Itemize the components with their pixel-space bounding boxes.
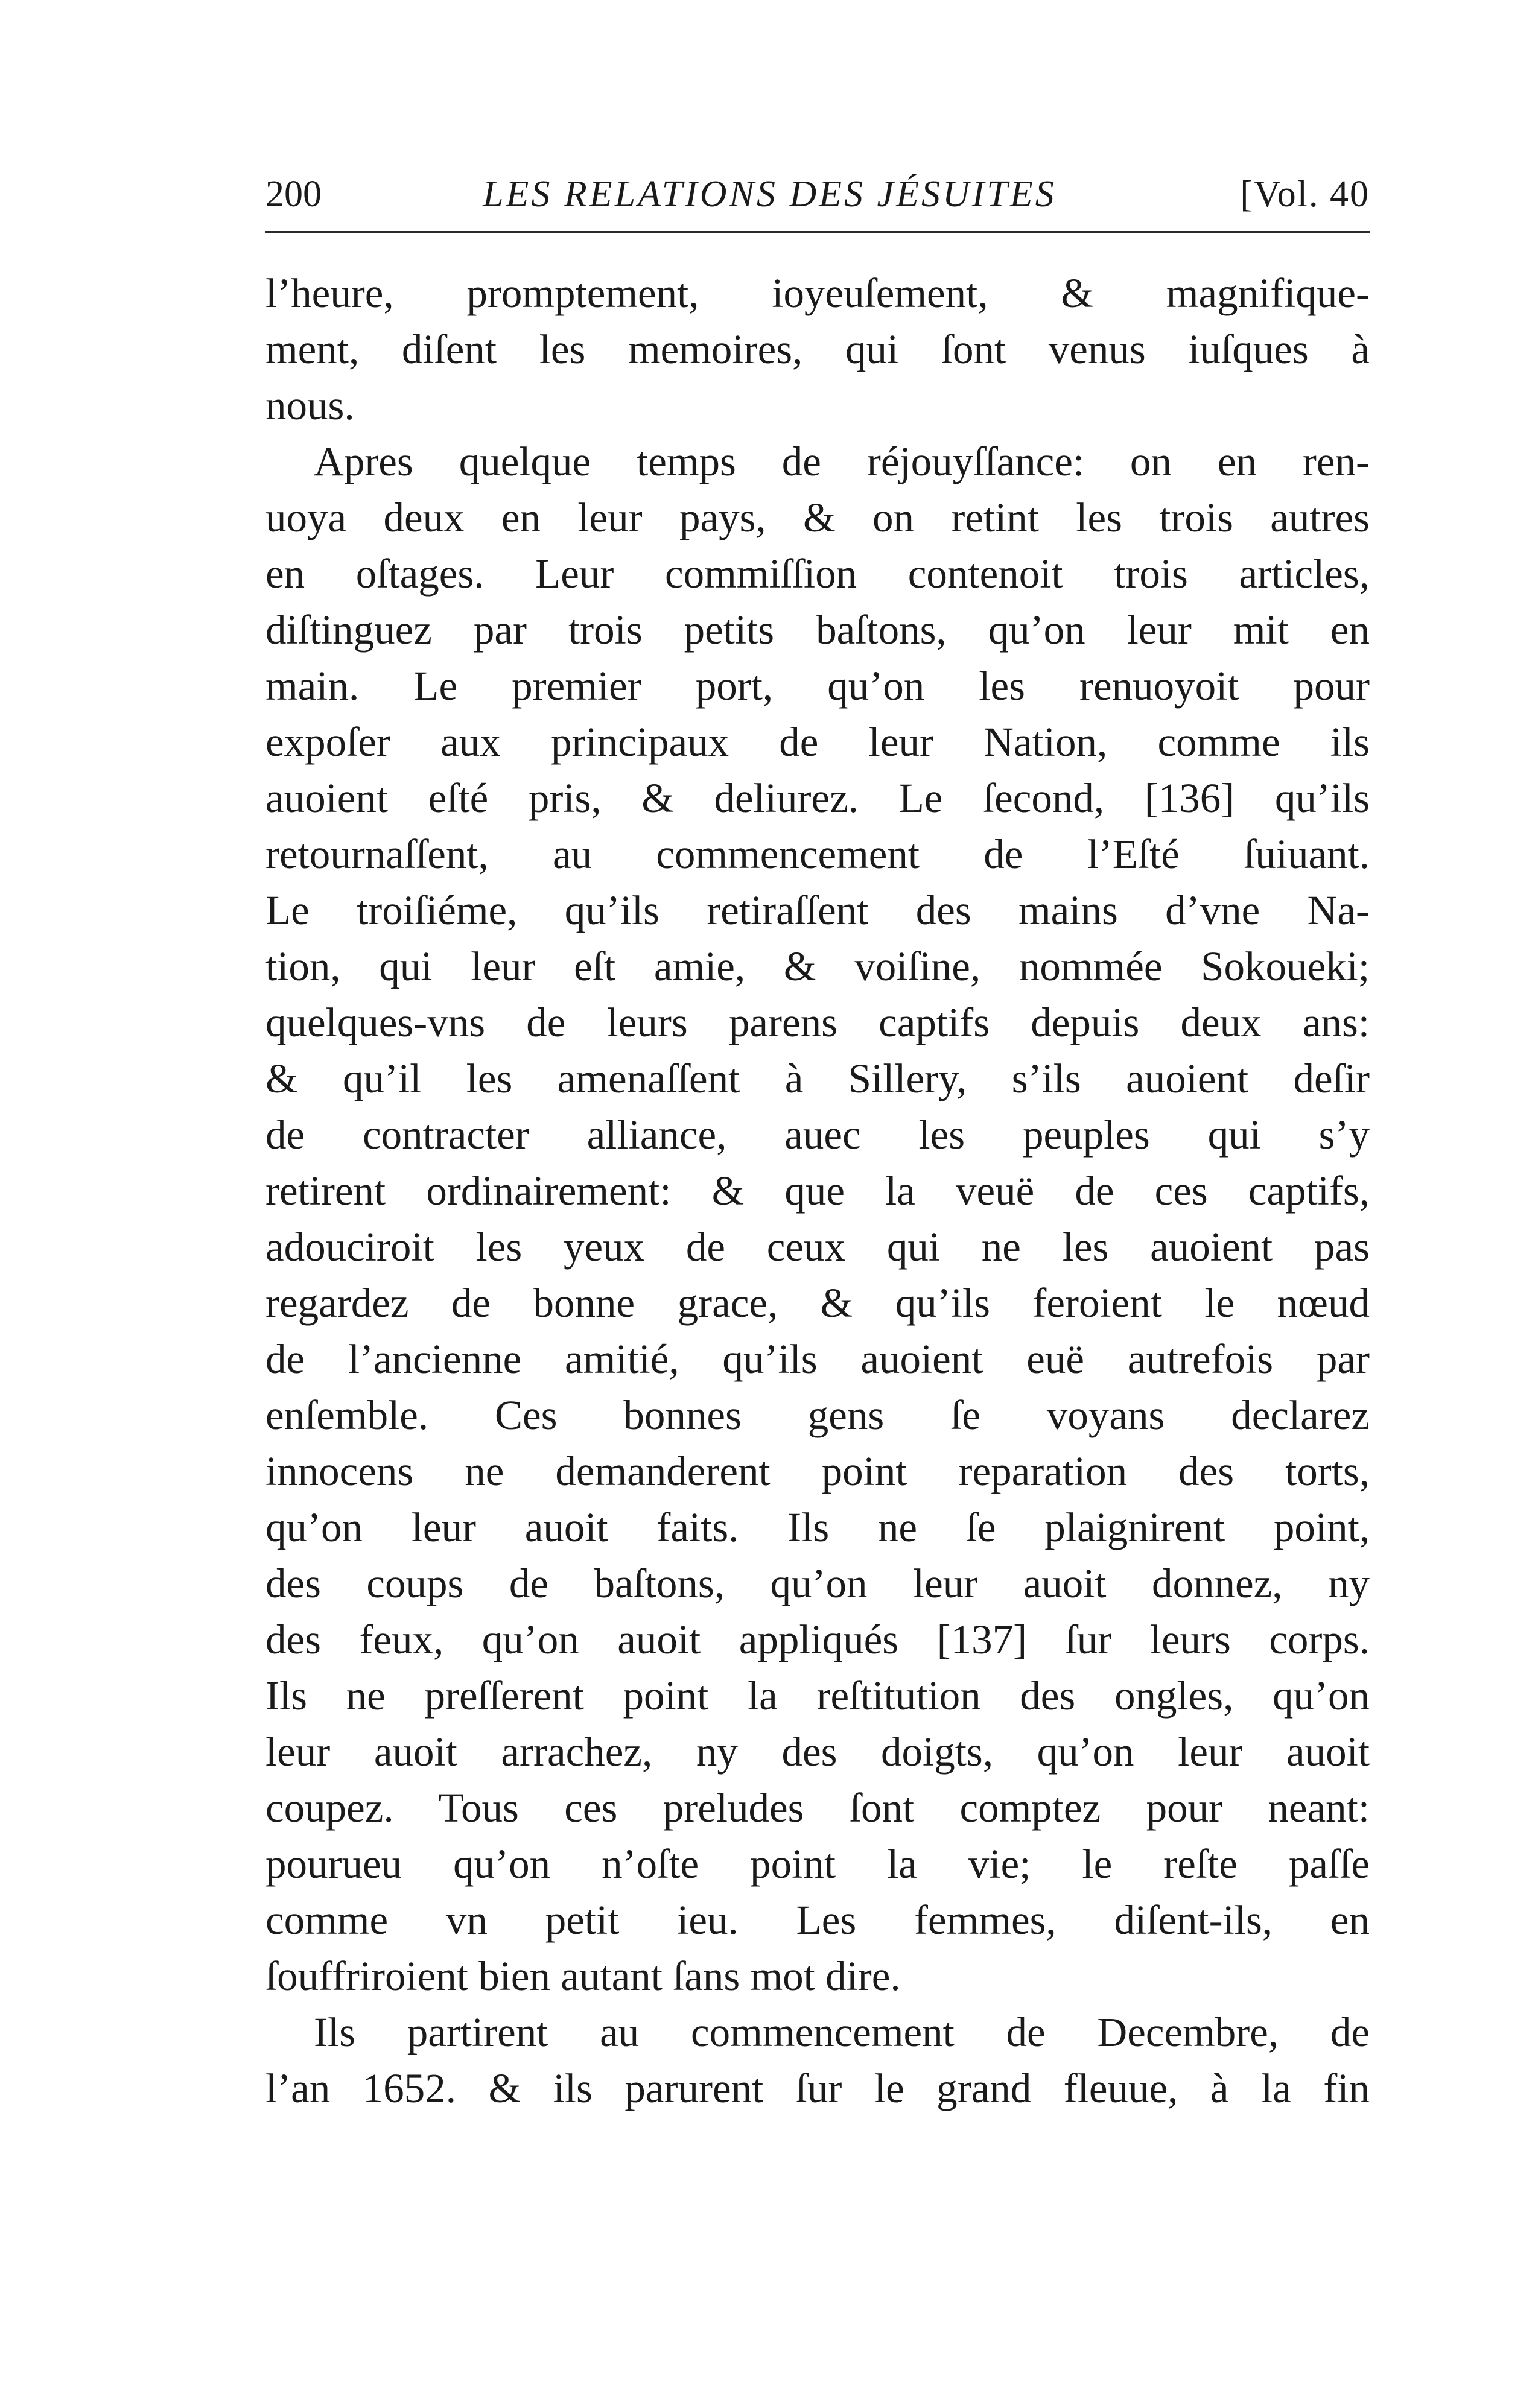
text-line: Ils partirent au commencement de Decembre, de — [314, 2009, 1370, 2055]
text-line: quelques-vns de leurs parens captifs depuis deux ans: — [265, 1000, 1370, 1045]
text-line: uoya deux en leur pays, & on retint les trois autres — [265, 495, 1370, 540]
running-header — [265, 170, 1370, 218]
body-text — [265, 265, 1370, 2117]
text-line: nous. — [265, 382, 355, 428]
text-line: des coups de baſtons, qu’on leur auoit donnez, ny — [265, 1560, 1370, 1606]
text-line: tion, qui leur eſt amie, & voiſine, nommée Sokoueki; — [265, 943, 1370, 989]
page-number: 200 — [265, 174, 322, 215]
text-line: expoſer aux principaux de leur Nation, comme ils — [265, 719, 1370, 765]
text-line: & qu’il les amenaſſent à Sillery, s’ils auoient deſir — [265, 1056, 1370, 1101]
text-line: qu’on leur auoit faits. Ils ne ſe plaignirent point, — [265, 1504, 1370, 1550]
text-line: Le troiſiéme, qu’ils retiraſſent des mains d’vne Na- — [265, 887, 1370, 933]
text-line: auoient eſté pris, & deliurez. Le ſecond, [136] qu’ils — [265, 775, 1370, 821]
text-line: leur auoit arrachez, ny des doigts, qu’on leur auoit — [265, 1729, 1370, 1775]
text-line: retirent ordinairement: & que la veuë de ces captifs, — [265, 1168, 1370, 1214]
running-title: LES RELATIONS DES JÉSUITES — [483, 174, 1057, 215]
text-line: retournaſſent, au commencement de l’Eſté ſuiuant. — [265, 831, 1370, 877]
text-line: enſemble. Ces bonnes gens ſe voyans declarez — [265, 1392, 1370, 1438]
volume-label: [Vol. 40 — [1240, 174, 1370, 215]
text-line: adouciroit les yeux de ceux qui ne les auoient pas — [265, 1224, 1370, 1270]
text-line: pourueu qu’on n’oſte point la vie; le reſte paſſe — [265, 1841, 1370, 1887]
text-line: diſtinguez par trois petits baſtons, qu’on leur mit en — [265, 607, 1370, 653]
text-line: de contracter alliance, auec les peuples qui s’y — [265, 1112, 1370, 1158]
text-line: l’heure, promptement, ioyeuſement, & magnifique- — [265, 270, 1370, 316]
header-rule — [265, 231, 1370, 233]
text-line: Apres quelque temps de réjouyſſance: on en ren- — [314, 439, 1370, 484]
text-line: main. Le premier port, qu’on les renuoyoit pour — [265, 663, 1370, 709]
text-line: des feux, qu’on auoit appliqués [137] ſur leurs corps. — [265, 1617, 1370, 1662]
text-line: l’an 1652. & ils parurent ſur le grand fleuue, à la fin — [265, 2065, 1370, 2111]
text-line: regardez de bonne grace, & qu’ils feroient le nœud — [265, 1280, 1370, 1326]
text-line: en oſtages. Leur commiſſion contenoit trois articles, — [265, 551, 1370, 597]
text-line: ſouffriroient bien autant ſans mot dire. — [265, 1953, 901, 1999]
text-line: coupez. Tous ces preludes ſont comptez pour neant: — [265, 1785, 1370, 1831]
text-line: comme vn petit ieu. Les femmes, diſent-ils, en — [265, 1897, 1370, 1943]
text-line: innocens ne demanderent point reparation des torts, — [265, 1448, 1370, 1494]
text-line: Ils ne preſſerent point la reſtitution des ongles, qu’on — [265, 1673, 1370, 1719]
text-line: ment, diſent les memoires, qui ſont venus iuſques à — [265, 326, 1370, 372]
text-line: de l’ancienne amitié, qu’ils auoient euë autrefois par — [265, 1336, 1370, 1382]
